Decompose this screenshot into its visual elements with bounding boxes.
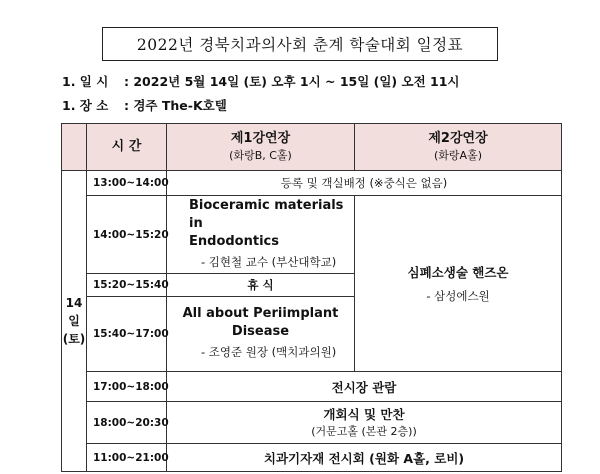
hall2-sub: (화랑A홀) bbox=[434, 149, 482, 162]
place-value: : 경주 The-K호텔 bbox=[124, 98, 227, 113]
lecture1-speaker: - 김현철 교수 (부산대학교) bbox=[201, 254, 337, 269]
opening-title: 개회식 및 만찬 bbox=[323, 406, 405, 422]
header-blank bbox=[62, 124, 87, 171]
place-line bbox=[62, 96, 227, 114]
lecture2-title: All about Periimplant Disease bbox=[182, 306, 339, 339]
title-text: 2022년 경북치과의사회 춘계 학술대회 일정표 bbox=[136, 36, 464, 54]
time-cell: 15:20~15:40 bbox=[87, 274, 167, 297]
opening-cell bbox=[167, 402, 562, 444]
table-row bbox=[62, 402, 562, 444]
break-cell: 휴 식 bbox=[167, 274, 355, 297]
exhibition-view-cell: 전시장 관람 bbox=[167, 372, 562, 402]
hall1-sub: (화랑B, C홀) bbox=[229, 149, 292, 162]
date-value: : 2022년 5월 14일 (토) 오후 1시 ~ 15일 (일) 오전 11시 bbox=[124, 74, 460, 89]
table-row bbox=[62, 196, 562, 274]
equipment-exhibition-cell: 치과기자재 전시회 (원화 A홀, 로비) bbox=[167, 444, 562, 472]
date-label: 1. 일 시 bbox=[62, 74, 109, 89]
hands-on-speaker: - 삼성에스원 bbox=[426, 288, 490, 303]
time-cell: 17:00~18:00 bbox=[87, 372, 167, 402]
lecture2-speaker: - 조영준 원장 (맥치과의원) bbox=[201, 345, 337, 359]
header-hall2 bbox=[355, 124, 562, 171]
hands-on-title: 심폐소생술 핸즈온 bbox=[407, 264, 509, 280]
header-row bbox=[62, 124, 562, 171]
day-cell: 14 일 (토) bbox=[62, 171, 87, 472]
time-cell: 15:40~17:00 bbox=[87, 297, 167, 372]
header-time: 시 간 bbox=[87, 124, 167, 171]
lecture1-title-2: Endodontics bbox=[189, 233, 279, 249]
header-hall1 bbox=[167, 124, 355, 171]
time-cell: 13:00~14:00 bbox=[87, 171, 167, 196]
time-cell: 18:00~20:30 bbox=[87, 402, 167, 444]
lecture1-cell bbox=[167, 196, 355, 274]
hall2-name: 제2강연장 bbox=[428, 131, 488, 146]
lecture2-cell bbox=[167, 297, 355, 372]
registration-cell: 등록 및 객실배정 (※중식은 없음) bbox=[167, 171, 562, 196]
hall1-name: 제1강연장 bbox=[230, 131, 291, 146]
schedule-table bbox=[61, 123, 562, 472]
opening-venue: (거문고홀 (본관 2층)) bbox=[311, 424, 417, 438]
time-cell: 11:00~21:00 bbox=[87, 444, 167, 472]
place-label: 1. 장 소 bbox=[62, 98, 109, 113]
table-row bbox=[62, 444, 562, 472]
date-line bbox=[62, 72, 459, 90]
table-row bbox=[62, 372, 562, 402]
hands-on-cell bbox=[355, 196, 562, 372]
table-row bbox=[62, 171, 562, 196]
time-cell: 14:00~15:20 bbox=[87, 196, 167, 274]
schedule-title bbox=[102, 27, 498, 61]
lecture1-title-1: Bioceramic materials in bbox=[189, 197, 344, 231]
